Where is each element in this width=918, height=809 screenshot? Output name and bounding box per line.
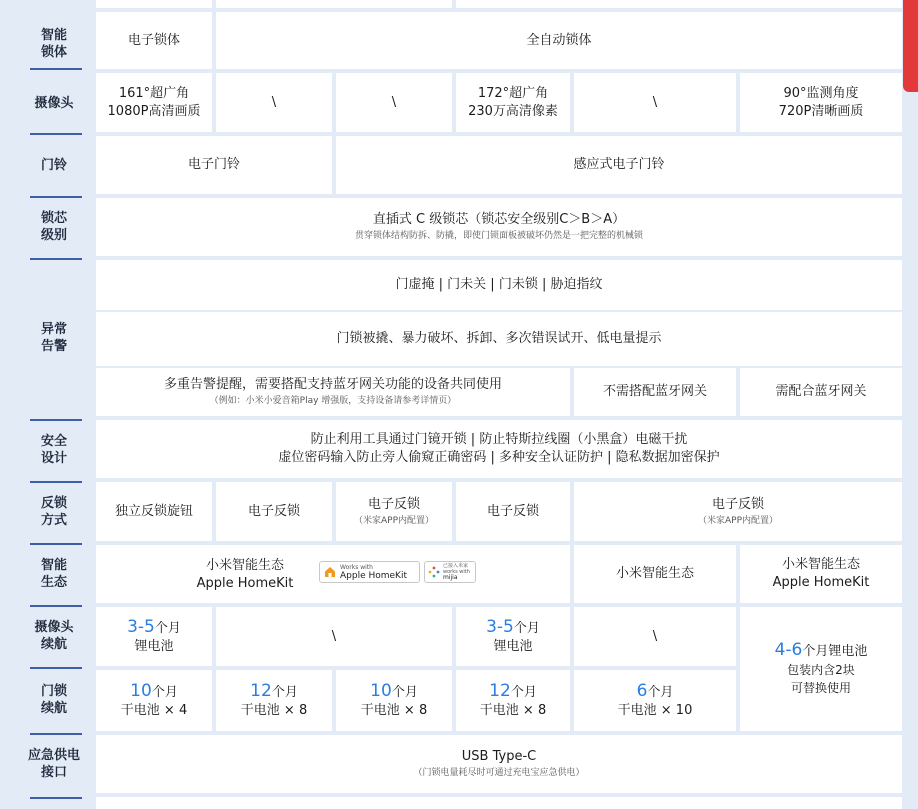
battery-number: 4-6 (774, 640, 803, 660)
cell-camera-4 (456, 73, 570, 132)
ecosystem-text (170, 557, 320, 593)
cell-camera-3 (336, 73, 452, 132)
cell-text: \ (391, 94, 397, 110)
cell-lock-body-2 (216, 12, 902, 69)
cell-lock-body-1 (96, 12, 212, 69)
cell-subtext: （例如：小米小爱音箱Play 增强版，支持设备请参考详情页） (209, 396, 457, 406)
cell-alarm-line2 (96, 312, 902, 366)
home-icon (324, 566, 336, 578)
cell-text: 161°超广角 (118, 85, 190, 101)
cell-subtext: 贯穿锁体结构防拆、防撬，即使门锁面板被破坏仍然是一把完整的机械锁 (354, 231, 643, 241)
cell-text: 干电池 × 8 (479, 702, 547, 718)
label-line: 级别 (40, 228, 67, 243)
cell-text: \ (652, 628, 658, 644)
cell-text: 电子反锁 (711, 496, 764, 512)
cell-subtext: （米家APP内配置） (697, 515, 778, 526)
battery-unit: 个月 (510, 684, 537, 700)
row-separator (30, 133, 82, 135)
cell-camera-1 (96, 73, 212, 132)
cell-bottom-remnant (96, 797, 902, 809)
battery-number: 12 (250, 680, 272, 701)
label-line: 安全 (40, 434, 67, 449)
label-line: 门锁 (40, 684, 67, 699)
cell-text: 门锁被撬、暴力破坏、拆卸、多次错误试开、低电量提示 (336, 331, 662, 346)
row-label-doorbell (14, 136, 94, 194)
cell-text: 90°监测角度 (783, 85, 859, 101)
cell-text: USB Type-C (461, 749, 537, 764)
cell-camera-2 (216, 73, 332, 132)
battery-number: 10 (370, 680, 392, 701)
cell-text: 包装内含2块 (787, 663, 855, 677)
cell-alarm-no-gateway (574, 368, 736, 416)
badge-subtext: Works with (340, 564, 373, 571)
cell-text: 电子反锁 (247, 503, 300, 519)
cell-antilock-2 (216, 482, 332, 541)
cell-text: 锂电池 (493, 638, 533, 654)
cell-antilock-5 (574, 482, 902, 541)
cell-text: 小米智能生态 (205, 558, 284, 573)
row-label-antilock (14, 483, 94, 541)
cell-text: 独立反锁旋钮 (114, 503, 193, 519)
label-line: 告警 (40, 339, 67, 354)
row-label-lock-core (14, 198, 94, 256)
cell-text: \ (331, 628, 337, 644)
row-label-lock-body (14, 14, 94, 74)
cell-text: 干电池 × 8 (360, 702, 428, 718)
cell-lock-battery-4 (456, 670, 570, 731)
cell-antilock-1 (96, 482, 212, 541)
cell-text: 多重告警提醒，需要搭配支持蓝牙网关功能的设备共同使用 (163, 377, 502, 392)
battery-unit: 个月 (151, 684, 178, 700)
row-separator (30, 797, 82, 799)
battery-unit: 个月 (391, 684, 418, 700)
cell-text: 干电池 × 10 (617, 702, 693, 718)
battery-unit: 个月锂电池 (802, 644, 868, 659)
battery-number: 3-5 (486, 616, 514, 637)
cell-top-remnant (216, 0, 452, 8)
cell-text: \ (652, 94, 658, 110)
cell-doorbell-2 (336, 136, 902, 194)
cell-text: Apple HomeKit (772, 575, 870, 590)
battery-number: 3-5 (127, 616, 155, 637)
cell-text: 需配合蓝牙网关 (775, 384, 867, 399)
battery-unit: 个月 (513, 620, 540, 636)
cell-text: 可替换使用 (790, 681, 851, 695)
cell-text: 小米智能生态 (781, 557, 860, 572)
cell-subtext: （门锁电量耗尽时可通过充电宝应急供电） (413, 768, 585, 778)
cell-ecosystem-3 (740, 545, 902, 603)
cell-text: 防止利用工具通过门镜开锁 | 防止特斯拉线圈（小黑盒）电磁干扰 (310, 432, 688, 447)
cell-text: 230万高清像素 (468, 103, 558, 119)
cell-text: 720P清晰画质 (778, 103, 864, 119)
cell-lock-battery-5 (574, 670, 736, 731)
label-line: 接口 (40, 765, 67, 780)
cell-camera-battery-2 (216, 607, 452, 666)
cell-camera-battery-4 (574, 607, 736, 666)
row-label-ecosystem (14, 545, 94, 603)
cell-text: 不需搭配蓝牙网关 (602, 384, 707, 399)
label-line: 设计 (40, 451, 67, 466)
cell-text: 干电池 × 8 (240, 702, 308, 718)
label-line: 续航 (40, 637, 67, 652)
cell-text: 172°超广角 (477, 85, 549, 101)
cell-text: 全自动锁体 (526, 32, 592, 48)
battery-number: 6 (636, 680, 648, 701)
cell-camera-battery-3 (456, 607, 570, 666)
cell-text: 干电池 × 4 (120, 702, 188, 718)
label-line: 门铃 (40, 157, 67, 173)
mijia-badge (424, 561, 476, 583)
cell-text: 小米智能生态 (615, 566, 694, 581)
label-line: 应急供电 (27, 748, 80, 763)
cell-text: 锂电池 (134, 638, 174, 654)
row-separator (30, 68, 82, 70)
label-line: 锁体 (40, 45, 67, 60)
cell-camera-5 (574, 73, 736, 132)
row-label-alarm (14, 260, 94, 416)
label-line: 生态 (40, 575, 67, 590)
cell-lock-battery-2 (216, 670, 332, 731)
badge-text: Apple HomeKit (340, 571, 407, 581)
cell-alarm-multi (96, 368, 570, 416)
badge-subtext: 已接入米家 (443, 563, 469, 569)
label-line: 摄像头 (34, 95, 74, 111)
badge-text: mijia (443, 574, 458, 581)
cell-text: 门虚掩 | 门未关 | 门未锁 | 胁迫指纹 (395, 277, 603, 292)
badge-subtext: works with (443, 569, 470, 575)
side-tab[interactable] (903, 0, 918, 92)
cell-text: 虚位密码输入防止旁人偷窥正确密码 | 多种安全认证防护 | 隐私数据加密保护 (278, 450, 720, 465)
cell-security (96, 420, 902, 478)
cell-lock-battery-1 (96, 670, 212, 731)
battery-number: 12 (489, 680, 511, 701)
row-label-usb (14, 735, 94, 793)
battery-unit: 个月 (271, 684, 298, 700)
label-line: 方式 (40, 513, 67, 528)
row-label-camera (14, 74, 94, 132)
row-label-camera-battery (14, 607, 94, 665)
cell-camera-6 (740, 73, 902, 132)
homekit-badge (319, 561, 420, 583)
row-label-security (14, 421, 94, 479)
cell-text: Apple HomeKit (196, 576, 294, 591)
label-line: 智能 (40, 558, 67, 573)
cell-text: \ (271, 94, 277, 110)
battery-unit: 个月 (647, 684, 674, 700)
cell-text: 直插式 C 级锁芯（锁芯安全级别C＞B＞A） (372, 212, 626, 227)
cell-text: 电子锁体 (127, 32, 180, 48)
cell-subtext: （米家APP内配置） (353, 515, 434, 526)
cell-alarm-need-gateway (740, 368, 902, 416)
label-line: 反锁 (40, 496, 67, 511)
cell-text: 电子门铃 (187, 157, 240, 172)
cell-text: 感应式电子门铃 (573, 157, 665, 172)
mijia-logo-icon (428, 566, 440, 578)
cell-lock-battery-3 (336, 670, 452, 731)
cell-text: 电子反锁 (486, 503, 539, 519)
cell-antilock-3 (336, 482, 452, 541)
cell-alarm-line1 (96, 260, 902, 310)
cell-camera-battery-5 (740, 607, 902, 731)
label-line: 异常 (40, 322, 67, 337)
cell-top-remnant (456, 0, 902, 8)
label-line: 续航 (40, 701, 67, 716)
row-label-lock-battery (14, 669, 94, 731)
cell-text: 电子反锁 (367, 496, 420, 512)
battery-number: 10 (130, 680, 152, 701)
cell-text: 1080P高清画质 (107, 103, 201, 119)
cell-camera-battery-1 (96, 607, 212, 666)
cell-usb (96, 735, 902, 793)
label-line: 智能 (40, 28, 67, 43)
cell-ecosystem-2 (574, 545, 736, 603)
cell-antilock-4 (456, 482, 570, 541)
label-line: 锁芯 (40, 211, 67, 226)
battery-unit: 个月 (154, 620, 181, 636)
cell-doorbell-1 (96, 136, 332, 194)
label-line: 摄像头 (34, 620, 74, 635)
cell-lock-core (96, 198, 902, 256)
cell-top-remnant (96, 0, 212, 8)
